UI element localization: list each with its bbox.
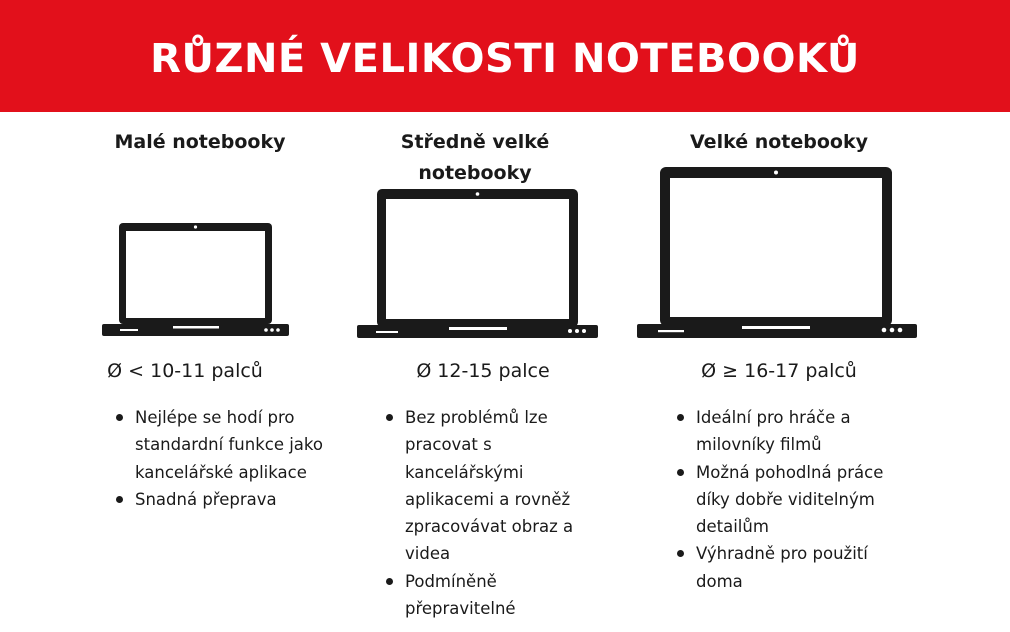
size-label: Ø 12-15 palce bbox=[416, 360, 550, 382]
feature-list bbox=[114, 404, 325, 513]
list-item: Možná pohodlná práce díky dobře viditelným detailům bbox=[696, 459, 896, 541]
column-title: Středně velké notebooky bbox=[400, 131, 550, 184]
size-label: Ø < 10-11 palců bbox=[107, 360, 263, 382]
size-label: Ø ≥ 16-17 palců bbox=[701, 360, 857, 382]
laptop-icon bbox=[636, 164, 920, 340]
list-item: Snadná přeprava bbox=[135, 486, 325, 513]
feature-list bbox=[675, 404, 896, 595]
feature-list bbox=[384, 404, 610, 622]
column-title: Malé notebooky bbox=[114, 131, 286, 153]
list-item: Bez problémů lze pracovat s kancelářskými aplikacemi a rovněž zpracovávat obraz a videa bbox=[405, 404, 610, 568]
laptop-icon bbox=[100, 220, 295, 338]
column-medium bbox=[355, 112, 615, 632]
page-title: RŮZNÉ VELIKOSTI NOTEBOOKŮ bbox=[150, 36, 860, 82]
column-title: Velké notebooky bbox=[690, 131, 868, 153]
column-small bbox=[90, 112, 330, 632]
laptop-icon bbox=[356, 186, 602, 340]
list-item: Ideální pro hráče a milovníky filmů bbox=[696, 404, 896, 459]
list-item: Podmíněně přepravitelné bbox=[405, 568, 610, 623]
column-large bbox=[636, 112, 936, 632]
list-item: Nejlépe se hodí pro standardní funkce jako kancelářské aplikace bbox=[135, 404, 325, 486]
list-item: Výhradně pro použití doma bbox=[696, 540, 896, 595]
